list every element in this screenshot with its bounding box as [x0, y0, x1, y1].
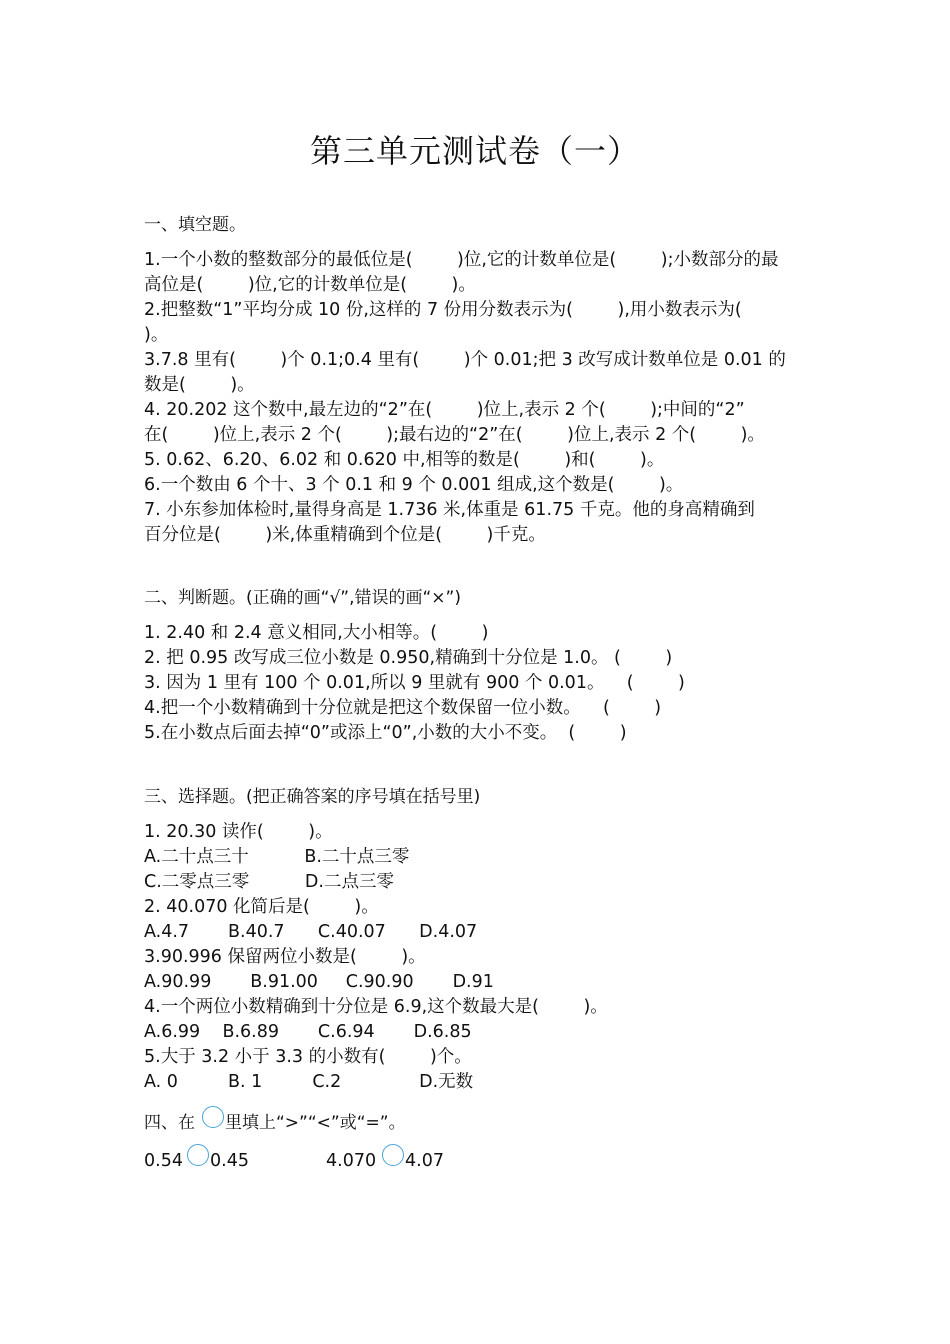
section1-line: )。: [144, 325, 169, 345]
compare-left-value: 0.54: [144, 1151, 183, 1171]
page-title: 第三单元测试卷（一）: [309, 132, 640, 170]
section1-line: 百分位是( )米,体重精确到个位是( )千克。: [144, 525, 546, 545]
section1-line: 3.7.8 里有( )个 0.1;0.4 里有( )个 0.01;把 3 改写成计数单位是 0.01 的: [144, 350, 786, 370]
section4-heading-start: 四、在: [144, 1113, 195, 1133]
section2-line: 4.把一个小数精确到十分位就是把这个数保留一位小数。 ( ): [144, 698, 662, 718]
compare-circle-input[interactable]: [187, 1144, 209, 1166]
section2-line: 3. 因为 1 里有 100 个 0.01,所以 9 里就有 900 个 0.01。 ( ): [144, 673, 685, 693]
section2-line: 1. 2.40 和 2.4 意义相同,大小相等。( ): [144, 623, 489, 643]
section3-line: C.二零点三零 D.二点三零: [144, 872, 394, 892]
section1-line: 在( )位上,表示 2 个( );最右边的“2”在( )位上,表示 2 个( )。: [144, 425, 765, 445]
section3-line: 2. 40.070 化简后是( )。: [144, 897, 379, 917]
section1-line: 6.一个数由 6 个十、3 个 0.1 和 9 个 0.001 组成,这个数是( )。: [144, 475, 684, 495]
compare-right-value: 0.45: [210, 1151, 249, 1171]
section3-line: 4.一个两位小数精确到十分位是 6.9,这个数最大是( )。: [144, 997, 608, 1017]
section3-line: A.6.99 B.6.89 C.6.94 D.6.85: [144, 1022, 472, 1042]
compare-right-value: 4.07: [405, 1151, 444, 1171]
section3-line: 1. 20.30 读作( )。: [144, 822, 333, 842]
compare-left-value: 4.070: [326, 1151, 377, 1171]
section1-heading: 一、填空题。: [144, 215, 246, 235]
section3-line: A.二十点三十 B.二十点三零: [144, 847, 410, 867]
compare-circle-icon: [202, 1106, 224, 1128]
section4-heading-end: 里填上“>”“<”或“=”。: [225, 1113, 406, 1133]
section3-line: A. 0 B. 1 C.2 D.无数: [144, 1072, 474, 1092]
section3-line: A.4.7 B.40.7 C.40.07 D.4.07: [144, 922, 478, 942]
section3-line: A.90.99 B.91.00 C.90.90 D.91: [144, 972, 494, 992]
section1-line: 高位是( )位,它的计数单位是( )。: [144, 275, 476, 295]
section2-line: 2. 把 0.95 改写成三位小数是 0.950,精确到十分位是 1.0。 ( ): [144, 648, 673, 668]
section1-line: 1.一个小数的整数部分的最低位是( )位,它的计数单位是( );小数部分的最: [144, 250, 779, 270]
section2-line: 5.在小数点后面去掉“0”或添上“0”,小数的大小不变。 ( ): [144, 723, 627, 743]
section3-line: 5.大于 3.2 小于 3.3 的小数有( )个。: [144, 1047, 472, 1067]
section1-line: 数是( )。: [144, 375, 255, 395]
section1-line: 4. 20.202 这个数中,最左边的“2”在( )位上,表示 2 个( );中间的“2”: [144, 400, 745, 420]
section1-line: 5. 0.62、6.20、6.02 和 0.620 中,相等的数是( )和( )。: [144, 450, 665, 470]
section3-line: 3.90.996 保留两位小数是( )。: [144, 947, 426, 967]
section1-line: 7. 小东参加体检时,量得身高是 1.736 米,体重是 61.75 千克。他的身高精确到: [144, 500, 755, 520]
section1-line: 2.把整数“1”平均分成 10 份,这样的 7 份用分数表示为( ),用小数表示为(: [144, 300, 742, 320]
section3-heading: 三、选择题。(把正确答案的序号填在括号里): [144, 787, 481, 807]
compare-circle-input[interactable]: [382, 1144, 404, 1166]
section2-heading: 二、判断题。(正确的画“√”,错误的画“×”): [144, 588, 461, 608]
